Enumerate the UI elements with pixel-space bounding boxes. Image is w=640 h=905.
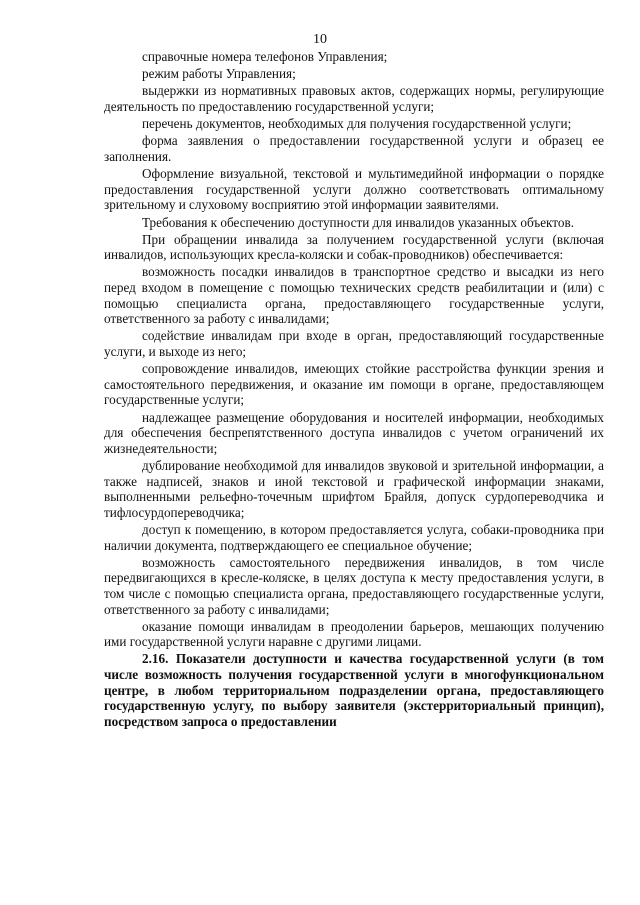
paragraph-disabled-request: При обращении инвалида за получением государственной услуги (включая инвалидов, использующих кресла-коляски и собак-проводников) обеспечивается: [104,231,604,263]
paragraph-equipment-placement: надлежащее размещение оборудования и носителей информации, необходимых для обеспечения беспрепятственного доступа инвалидов с учетом ограничений их жизнедеятельности; [104,409,604,456]
paragraph-application-form: форма заявления о предоставлении государственной услуги и образец ее заполнения. [104,133,604,164]
paragraph-transport-assistance: возможность посадки инвалидов в транспортное средство и высадки из него перед входом в помещение с помощью технических средств реабилитации и (или) с помощью специалиста органа, предоставляющего государственные услуги, ответственного за работу с инвалидами; [104,264,604,327]
paragraph-legal-extracts: выдержки из нормативных правовых актов, содержащих нормы, регулирующие деятельность по предоставлению государственной услуги; [104,83,604,114]
paragraph-guide-dog-access: доступ к помещению, в котором предоставляется услуга, собаки-проводника при наличии документа, подтверждающего ее специальное обучение; [104,521,604,553]
page-number: 10 [313,32,327,47]
paragraph-information-duplication: дублирование необходимой для инвалидов звуковой и зрительной информации, а также надписей, знаков и иной текстовой и графической информации знаками, выполненными рельефно-точечным шрифтом Брайля, допуск сурдопереводчика и тифлосурдопереводчика; [104,457,604,520]
paragraph-document-list: перечень документов, необходимых для получения государственной услуги; [142,116,572,132]
document-body [104,49,604,729]
paragraph-work-hours: режим работы Управления; [142,66,296,82]
paragraph-information-design: Оформление визуальной, текстовой и мультимедийной информации о порядке предоставления государственной услуги должно соответствовать оптимальному зрительному и слуховому восприятию этой информации заявителями. [104,166,604,213]
paragraph-barrier-assistance: оказание помощи инвалидам в преодолении барьеров, мешающих получению ими государственной услуги наравне с другими лицами. [104,618,604,650]
paragraph-phone-numbers: справочные номера телефонов Управления; [142,49,388,64]
paragraph-escort: сопровождение инвалидов, имеющих стойкие расстройства функции зрения и самостоятельного передвижения, и оказание им помощи в органе, предоставляющем государственные услуги; [104,361,604,408]
paragraph-independent-movement: возможность самостоятельного передвижения инвалидов, в том числе передвигающихся в кресле-коляске, в целях доступа к месту предоставления услуги, в том числе с помощью специалиста органа, предоставляющего государственные услуги, ответственного за работу с инвалидами; [104,554,604,617]
section-2-16-heading: 2.16. Показатели доступности и качества государственной услуги (в том числе возможность получения государственной услуги в многофункциональном центре, в любом территориальном подразделении органа, предоставляющего государственную услугу, по выбору заявителя (экстерриториальный принцип), посредством запроса о предоставлении [104,651,604,729]
paragraph-accessibility-requirements: Требования к обеспечению доступности для инвалидов указанных объектов. [142,214,574,230]
paragraph-entry-assistance: содействие инвалидам при входе в орган, предоставляющий государственные услуги, и выходе из него; [104,328,604,360]
